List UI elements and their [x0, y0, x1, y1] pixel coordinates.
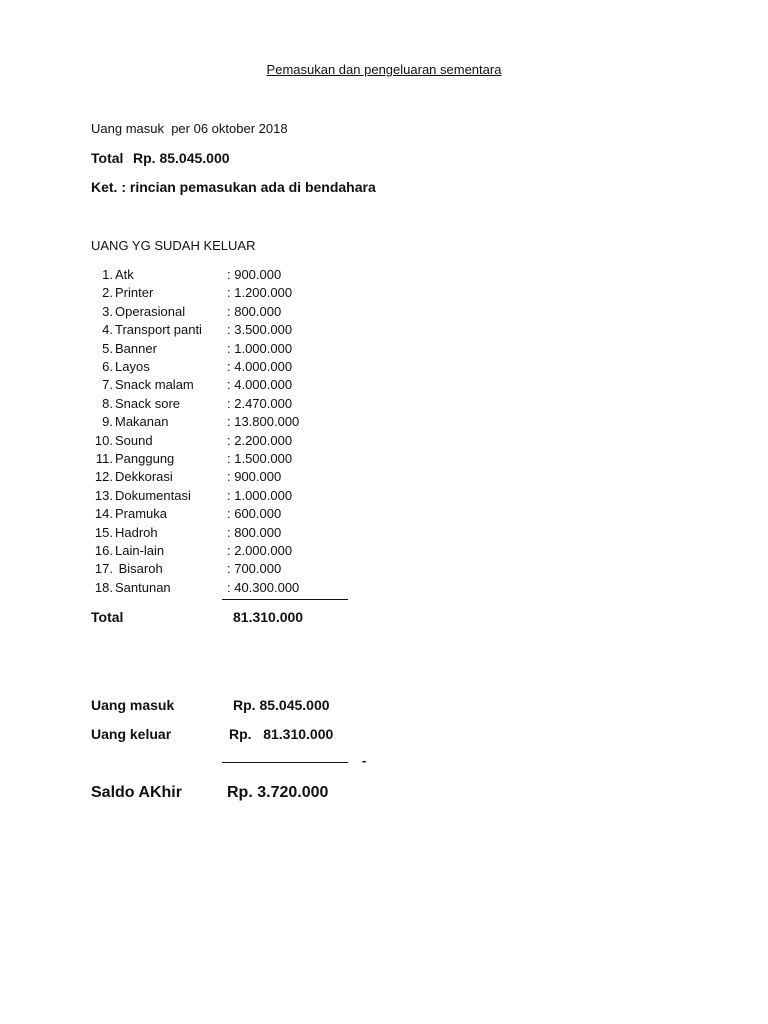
expense-row-number: 5. — [102, 340, 113, 356]
expense-row-value: : 2.000.000 — [227, 543, 293, 558]
expense-row-value: : 600.000 — [227, 506, 282, 522]
expense-row-name: Hadroh — [115, 524, 158, 540]
expense-row-number: 8. — [102, 395, 113, 411]
expense-row-number: 6. — [102, 359, 113, 374]
expense-row-value: : 40.300.000 — [227, 579, 300, 595]
expense-row-value: : 1.500.000 — [227, 451, 293, 466]
income-date-line: Uang masuk per 06 oktober 2018 — [91, 121, 288, 136]
summary-out-value: Rp. 81.310.000 — [229, 726, 334, 742]
expense-row-name: Dokumentasi — [115, 487, 191, 503]
expense-row-number: 3. — [102, 303, 113, 319]
summary-rule — [222, 762, 348, 763]
summary-out-label: Uang keluar — [91, 726, 172, 742]
expense-row-name: Printer — [115, 285, 154, 301]
expense-row-number: 10. — [94, 432, 113, 448]
expense-row-number: 18. — [94, 579, 113, 595]
expense-row-number: 7. — [102, 377, 113, 393]
income-total-label: Total — [91, 150, 124, 166]
expense-row-number: 1. — [102, 267, 113, 282]
expenses-heading: UANG YG SUDAH KELUAR — [91, 238, 256, 253]
expense-row-value: : 3.500.000 — [227, 322, 293, 338]
expense-row-value: : 800.000 — [227, 303, 282, 319]
expense-row-value: : 1.000.000 — [227, 487, 293, 503]
income-note: Ket. : rincian pemasukan ada di bendahara — [91, 179, 376, 195]
expense-row-name: Snack malam — [115, 377, 194, 393]
saldo-value: Rp. 3.720.000 — [227, 784, 329, 801]
expense-row-number: 15. — [94, 524, 113, 540]
expense-row-value: : 900.000 — [227, 267, 282, 282]
expense-total-label: Total — [91, 609, 124, 625]
expense-row-value: : 2.200.000 — [227, 432, 293, 448]
expense-row-number: 16. — [94, 543, 113, 558]
expense-row-value: : 1.200.000 — [227, 285, 293, 301]
summary-minus-sign: - — [362, 753, 367, 768]
expense-row-number: 2. — [102, 285, 113, 301]
summary-in-value: Rp. 85.045.000 — [233, 697, 330, 713]
summary-in-label: Uang masuk — [91, 697, 175, 713]
expense-row-name: Sound — [115, 432, 153, 448]
expense-row-name: Santunan — [115, 579, 171, 595]
expense-row-name: Panggung — [115, 451, 175, 466]
expense-row-name: Atk — [115, 267, 134, 282]
expense-row-number: 9. — [102, 414, 113, 430]
expense-row-name: Pramuka — [115, 506, 168, 522]
saldo-label: Saldo AKhir — [91, 784, 182, 801]
expense-row-name: Bisaroh — [115, 561, 163, 577]
expense-row-value: : 800.000 — [227, 524, 282, 540]
expense-row-number: 11. — [95, 451, 113, 466]
expense-row-value: : 13.800.000 — [227, 414, 300, 430]
expense-total-rule — [222, 599, 348, 600]
expense-row-name: Lain-lain — [115, 543, 165, 558]
expense-row-name: Operasional — [115, 303, 186, 319]
expense-row-value: : 1.000.000 — [227, 340, 293, 356]
expense-row-name: Transport panti — [115, 322, 202, 338]
expense-row-number: 12. — [94, 469, 113, 485]
expense-row-number: 13. — [94, 487, 113, 503]
expense-row-name: Makanan — [115, 414, 169, 430]
expense-row-value: : 4.000.000 — [227, 359, 293, 374]
document-title: Pemasukan dan pengeluaran sementara — [266, 62, 502, 77]
expense-row-name: Snack sore — [115, 395, 181, 411]
expense-row-name: Dekkorasi — [115, 469, 173, 485]
expense-row-number: 17. — [94, 561, 113, 577]
expense-row-number: 14. — [94, 506, 113, 522]
income-total-value: Rp. 85.045.000 — [133, 150, 230, 166]
expense-row-name: Layos — [115, 359, 150, 374]
expense-row-value: : 2.470.000 — [227, 395, 293, 411]
expense-total-value: 81.310.000 — [233, 609, 304, 625]
expense-row-name: Banner — [115, 340, 157, 356]
expense-row-value: : 4.000.000 — [227, 377, 293, 393]
expense-row-value: : 700.000 — [227, 561, 282, 577]
expense-row-number: 4. — [102, 322, 113, 338]
expense-row-value: : 900.000 — [227, 469, 282, 485]
